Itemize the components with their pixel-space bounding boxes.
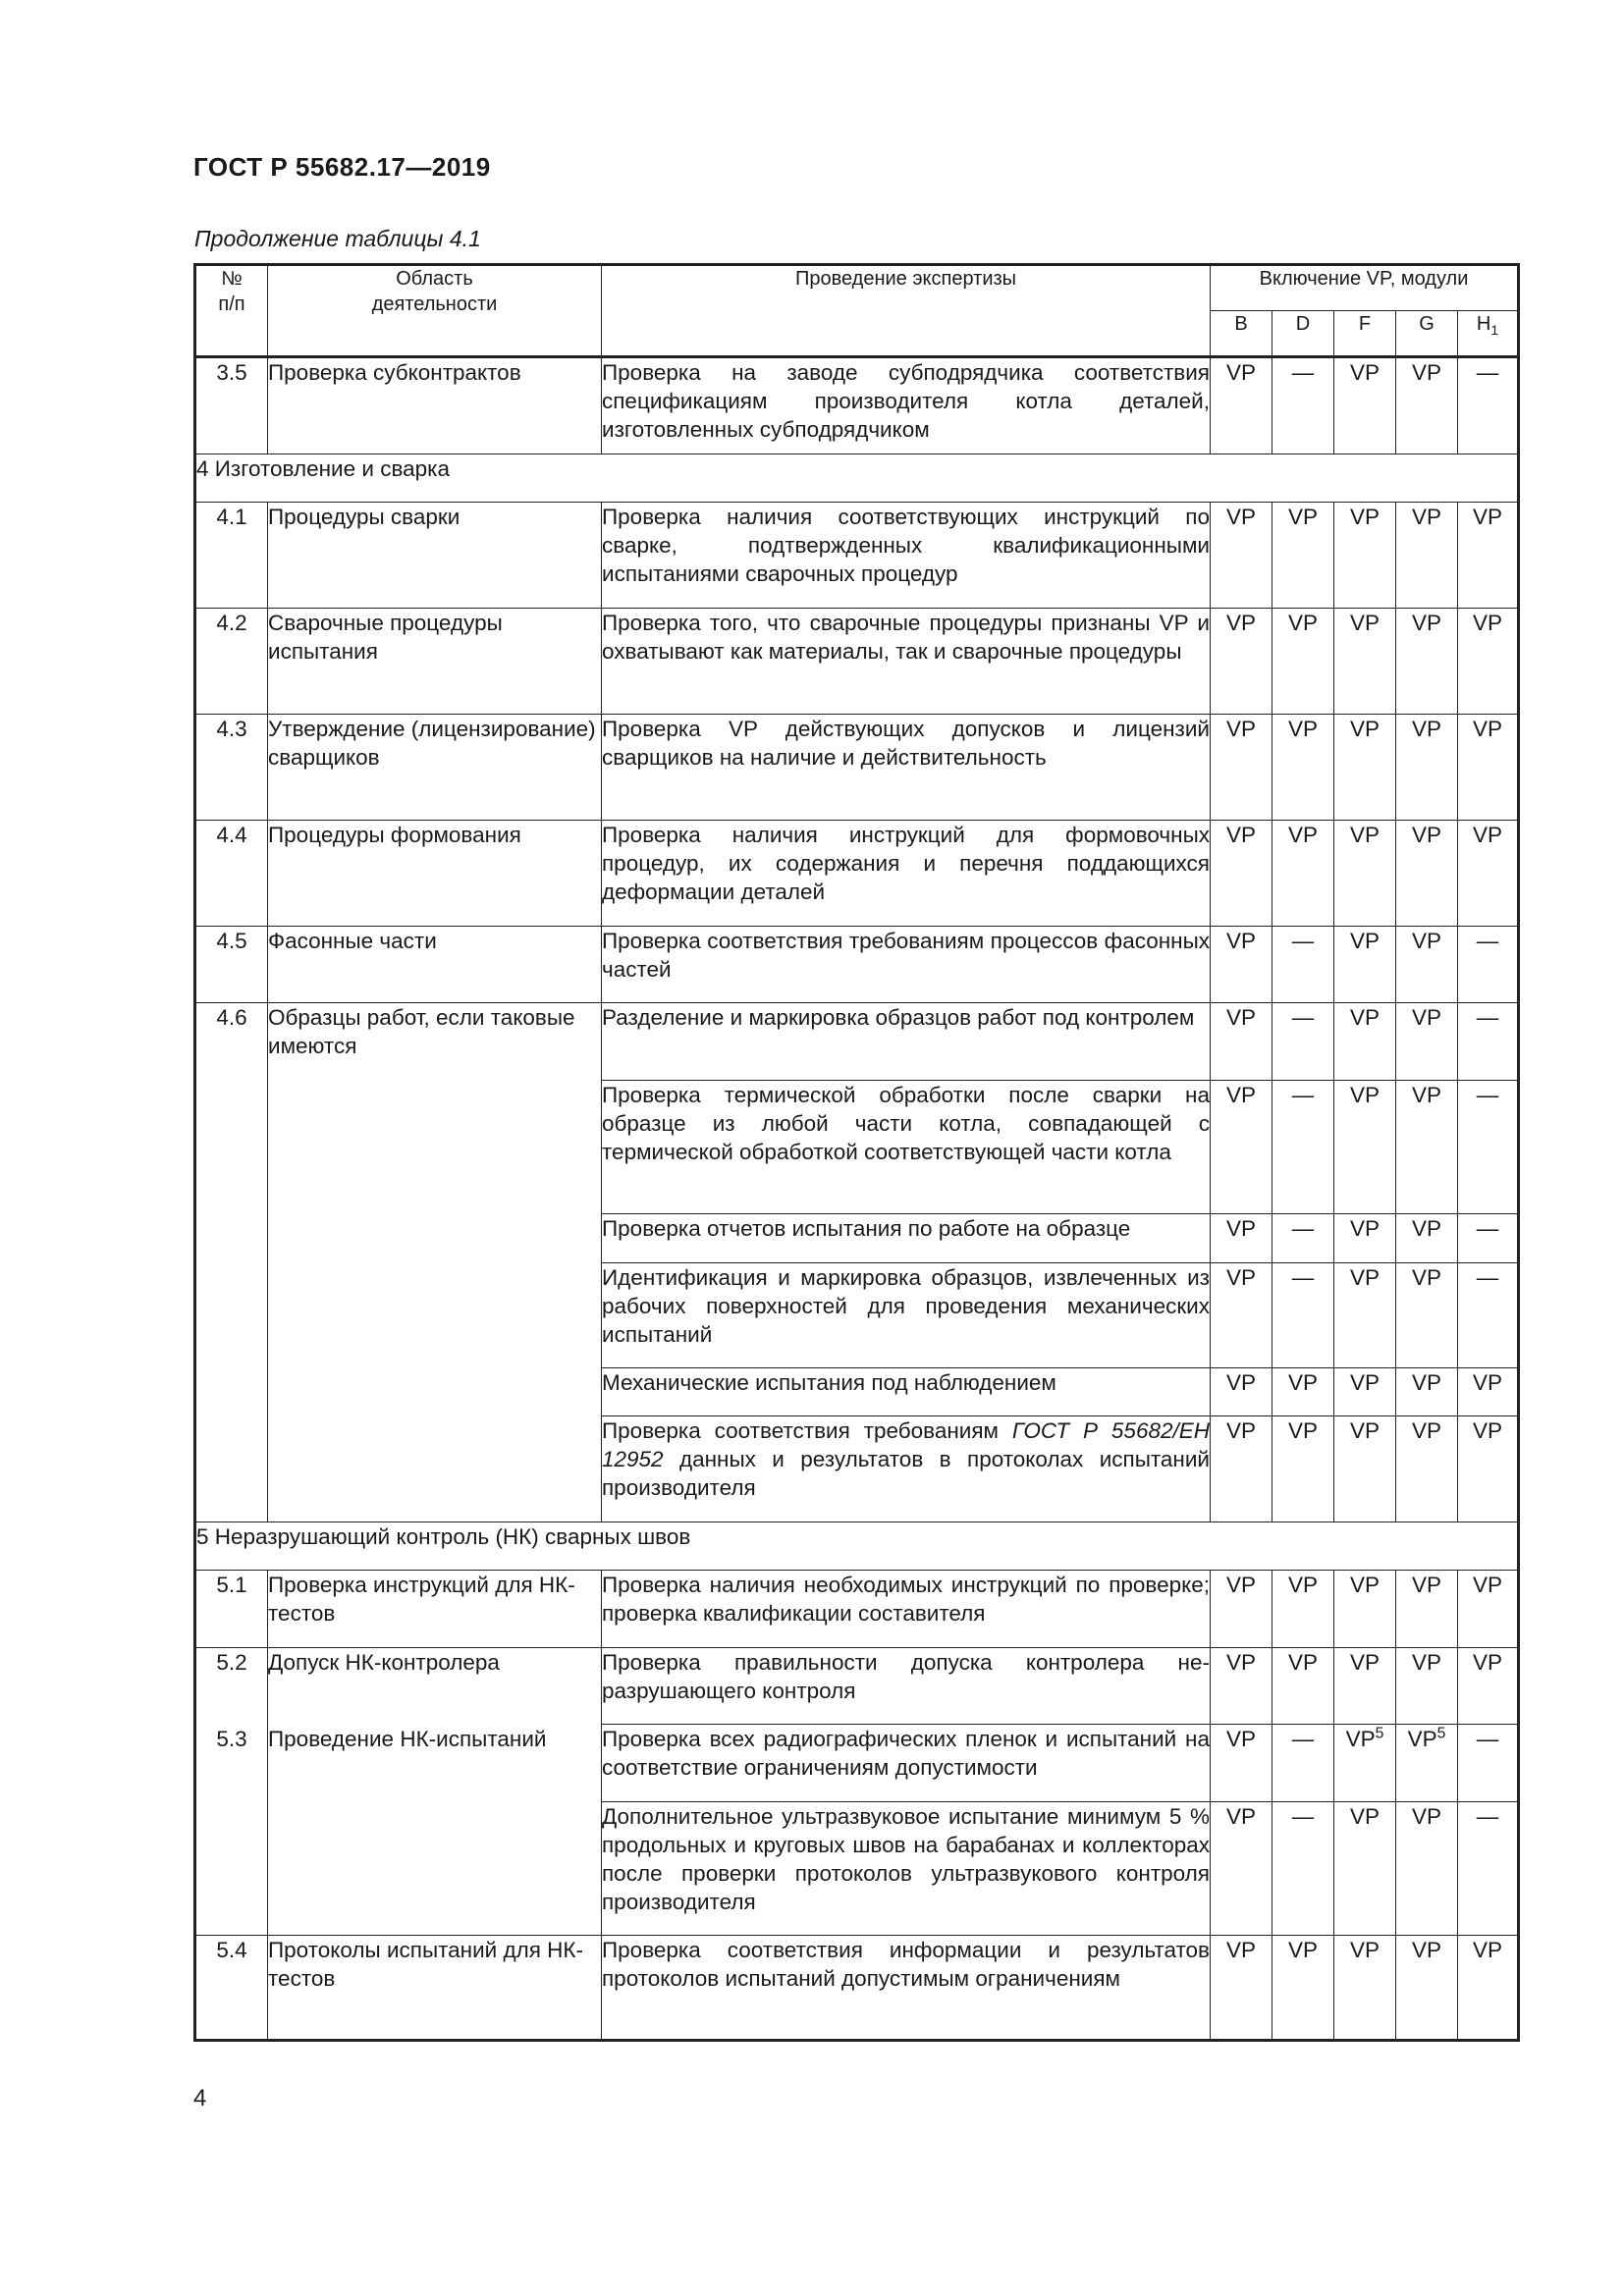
header-module-d: D [1272,311,1334,357]
row-num: 4.4 [195,821,268,927]
module-value-h1: — [1458,1003,1519,1081]
module-value-b: VP [1211,1571,1272,1648]
module-value-text: VP [1407,1727,1437,1751]
module-value-h1: VP [1458,821,1519,927]
module-value-d: — [1272,1802,1334,1936]
row-expertise: Проверка соответствия требованиям процессов фасонных частей [602,927,1211,1003]
row-area: Допуск НК-контролера [268,1648,602,1725]
header-area: Область деятельности [268,265,602,357]
module-value-b: VP [1211,1936,1272,2041]
module-value-f: VP [1334,1571,1396,1648]
table-caption: Продолжение таблицы 4.1 [194,226,481,251]
document-code: ГОСТ Р 55682.17—2019 [193,152,491,182]
row-num: 5.3 [195,1725,268,1936]
module-value-d: VP [1272,1571,1334,1648]
header-module-f: F [1334,311,1396,357]
module-value-g: VP [1396,1003,1458,1081]
module-value-b: VP [1211,503,1272,609]
module-value-b: VP [1211,1648,1272,1725]
module-value-h1: VP [1458,1416,1519,1522]
module-value-d: — [1272,1081,1334,1214]
row-area: Проверка инструкций для НК-тестов [268,1571,602,1648]
row-expertise: Проверка того, что сварочные процедуры признаны VP и охватывают как материалы, так и сварочные процедуры [602,609,1211,715]
module-value-b: VP [1211,1081,1272,1214]
module-value-f: VP [1334,1936,1396,2041]
row-num: 4.1 [195,503,268,609]
module-value-b: VP [1211,927,1272,1003]
module-value-b: VP [1211,1416,1272,1522]
module-value-f: VP [1334,503,1396,609]
expertise-text: данных и результатов в протоколах испытаний производителя [602,1447,1210,1500]
table-row [195,1571,1519,1648]
module-value-d: VP [1272,1368,1334,1416]
module-value-d: VP [1272,1936,1334,2041]
module-value-f: VP [1334,1214,1396,1263]
module-value-g: VP [1396,1263,1458,1368]
header-num: № п/п [195,265,268,357]
module-value-f: VP [1334,927,1396,1003]
module-value-g: VP [1396,1368,1458,1416]
header-module-b: B [1211,311,1272,357]
module-value-d: — [1272,357,1334,454]
module-value-b: VP [1211,1368,1272,1416]
row-expertise [602,1416,1211,1522]
table-row [195,715,1519,821]
module-value-h1: — [1458,1725,1519,1802]
table-row [195,1648,1519,1725]
row-area: Утверждение (лицензирование) сварщиков [268,715,602,821]
header-modules-group: Включение VP, модули [1211,265,1519,311]
module-value-b: VP [1211,609,1272,715]
module-value-g: VP [1396,503,1458,609]
row-expertise: Проверка на заводе субподрядчика соответствия спецификациям производителя котла деталей, изготовленных субподрядчиком [602,357,1211,454]
module-value-g: VP [1396,1081,1458,1214]
module-value-f: VP [1334,1081,1396,1214]
module-value-b: VP [1211,357,1272,454]
module-value-g: VP [1396,1416,1458,1522]
header-module-g: G [1396,311,1458,357]
row-num: 4.6 [195,1003,268,1522]
module-value-b: VP [1211,1263,1272,1368]
table-row [195,1936,1519,2041]
row-num: 5.2 [195,1648,268,1725]
row-num: 5.1 [195,1571,268,1648]
module-value-g: VP [1396,927,1458,1003]
header-module-h-subscript: 1 [1490,322,1499,338]
table-row [195,927,1519,1003]
row-area: Проверка субконтрактов [268,357,602,454]
row-expertise: Механические испытания под наблюдением [602,1368,1211,1416]
module-value-h1: VP [1458,609,1519,715]
row-num: 4.5 [195,927,268,1003]
row-num: 3.5 [195,357,268,454]
section-row [195,454,1519,503]
row-expertise: Проверка термической обработки после сварки на образце из любой части котла, совпадающей с термической обработкой соответствующей части котла [602,1081,1211,1214]
module-value-h1: — [1458,927,1519,1003]
module-value-f: VP [1334,821,1396,927]
module-value-g: VP [1396,609,1458,715]
table-row [195,1003,1519,1081]
row-area: Сварочные процедуры испытания [268,609,602,715]
module-value-text: VP [1345,1727,1376,1751]
table-row [195,821,1519,927]
header-module-h1 [1458,311,1519,357]
module-value-b: VP [1211,1214,1272,1263]
row-expertise: Проверка правильности допуска контролера неразрушающего контроля [602,1648,1211,1725]
table-row [195,609,1519,715]
module-value-g: VP [1396,357,1458,454]
module-value-g: VP [1396,1648,1458,1725]
module-value-d: VP [1272,1416,1334,1522]
row-area: Фасонные части [268,927,602,1003]
module-value-d: — [1272,1263,1334,1368]
row-expertise: Проверка отчетов испытания по работе на образце [602,1214,1211,1263]
module-value-g: VP [1396,1802,1458,1936]
module-value-f: VP [1334,609,1396,715]
table-row [195,357,1519,454]
module-value-g [1396,1725,1458,1802]
section-row [195,1522,1519,1571]
row-expertise: Проверка всех радиографических пленок и испытаний на соответствие ограничениям допустимости [602,1725,1211,1802]
header-expertise: Проведение экспертизы [602,265,1211,357]
module-value-f: VP [1334,357,1396,454]
module-value-f: VP [1334,1648,1396,1725]
module-value-h1: — [1458,1263,1519,1368]
header-module-h-letter: H [1476,313,1491,335]
module-value-f: VP [1334,1368,1396,1416]
module-value-g: VP [1396,715,1458,821]
module-value-d: — [1272,1725,1334,1802]
standard-reference: ГОСТ Р 55682/ЕН 12952 [602,1418,1210,1471]
module-value-h1: VP [1458,1648,1519,1725]
module-value-d: VP [1272,503,1334,609]
module-value-g: VP [1396,1936,1458,2041]
row-area: Образцы работ, если таковые имеются [268,1003,602,1522]
row-expertise: Идентификация и маркировка образцов, извлеченных из рабочих поверхностей для проведения механических испытаний [602,1263,1211,1368]
row-area: Процедуры сварки [268,503,602,609]
expertise-text: Проверка соответствия требованиям [602,1418,1012,1443]
row-expertise: Проверка наличия соответствующих инструкций по сварке, подтвержденных квалификационными испытаниями сварочных процедур [602,503,1211,609]
row-num: 4.2 [195,609,268,715]
module-value-h1: — [1458,1214,1519,1263]
table-row [195,1725,1519,1802]
module-value-h1: VP [1458,715,1519,821]
module-value-f: VP [1334,1416,1396,1522]
module-value-d: VP [1272,715,1334,821]
row-expertise: Проверка наличия инструкций для формовочных процедур, их содержания и перечня поддающихся деформации деталей [602,821,1211,927]
row-area: Протоколы испытаний для НК-тестов [268,1936,602,2041]
module-value-h1: — [1458,1081,1519,1214]
module-value-h1: — [1458,1802,1519,1936]
row-expertise: Дополнительное ультразвуковое испытание минимум 5 % продольных и круговых швов на барабанах и коллекторах после проверки протоколов ультразвукового контроля производителя [602,1802,1211,1936]
module-value-h1: VP [1458,1936,1519,2041]
section-title: 4 Изготовление и сварка [195,454,1519,503]
module-value-b: VP [1211,1725,1272,1802]
page-number: 4 [193,2085,207,2111]
module-value-h1: VP [1458,1571,1519,1648]
module-value-d: VP [1272,821,1334,927]
module-value-g: VP [1396,821,1458,927]
module-value-f: VP [1334,1802,1396,1936]
module-value-g: VP [1396,1214,1458,1263]
module-value-b: VP [1211,821,1272,927]
row-num: 4.3 [195,715,268,821]
section-title: 5 Неразрушающий контроль (НК) сварных швов [195,1522,1519,1571]
table-row [195,503,1519,609]
module-value-f: VP [1334,1263,1396,1368]
module-value-b: VP [1211,1802,1272,1936]
module-value-h1: VP [1458,1368,1519,1416]
row-area: Проведение НК-испытаний [268,1725,602,1936]
module-value-d: — [1272,1003,1334,1081]
module-value-h1: — [1458,357,1519,454]
module-value-g: VP [1396,1571,1458,1648]
row-expertise: Проверка наличия необходимых инструкций по проверке; проверка квалификации составителя [602,1571,1211,1648]
module-value-d: VP [1272,1648,1334,1725]
row-expertise: Разделение и маркировка образцов работ под контролем [602,1003,1211,1081]
expertise-table [193,263,1520,2042]
footnote-marker: 5 [1375,1725,1384,1742]
module-value-f: VP [1334,1003,1396,1081]
module-value-d: — [1272,927,1334,1003]
module-value-h1: VP [1458,503,1519,609]
module-value-b: VP [1211,715,1272,821]
module-value-d: VP [1272,609,1334,715]
row-expertise: Проверка соответствия информации и результатов протоколов испытаний допустимым ограничениям [602,1936,1211,2041]
module-value-f [1334,1725,1396,1802]
row-area: Процедуры формования [268,821,602,927]
row-expertise: Проверка VP действующих допусков и лицензий сварщиков на наличие и действительность [602,715,1211,821]
row-num: 5.4 [195,1936,268,2041]
module-value-f: VP [1334,715,1396,821]
module-value-d: — [1272,1214,1334,1263]
footnote-marker: 5 [1436,1725,1446,1742]
module-value-b: VP [1211,1003,1272,1081]
